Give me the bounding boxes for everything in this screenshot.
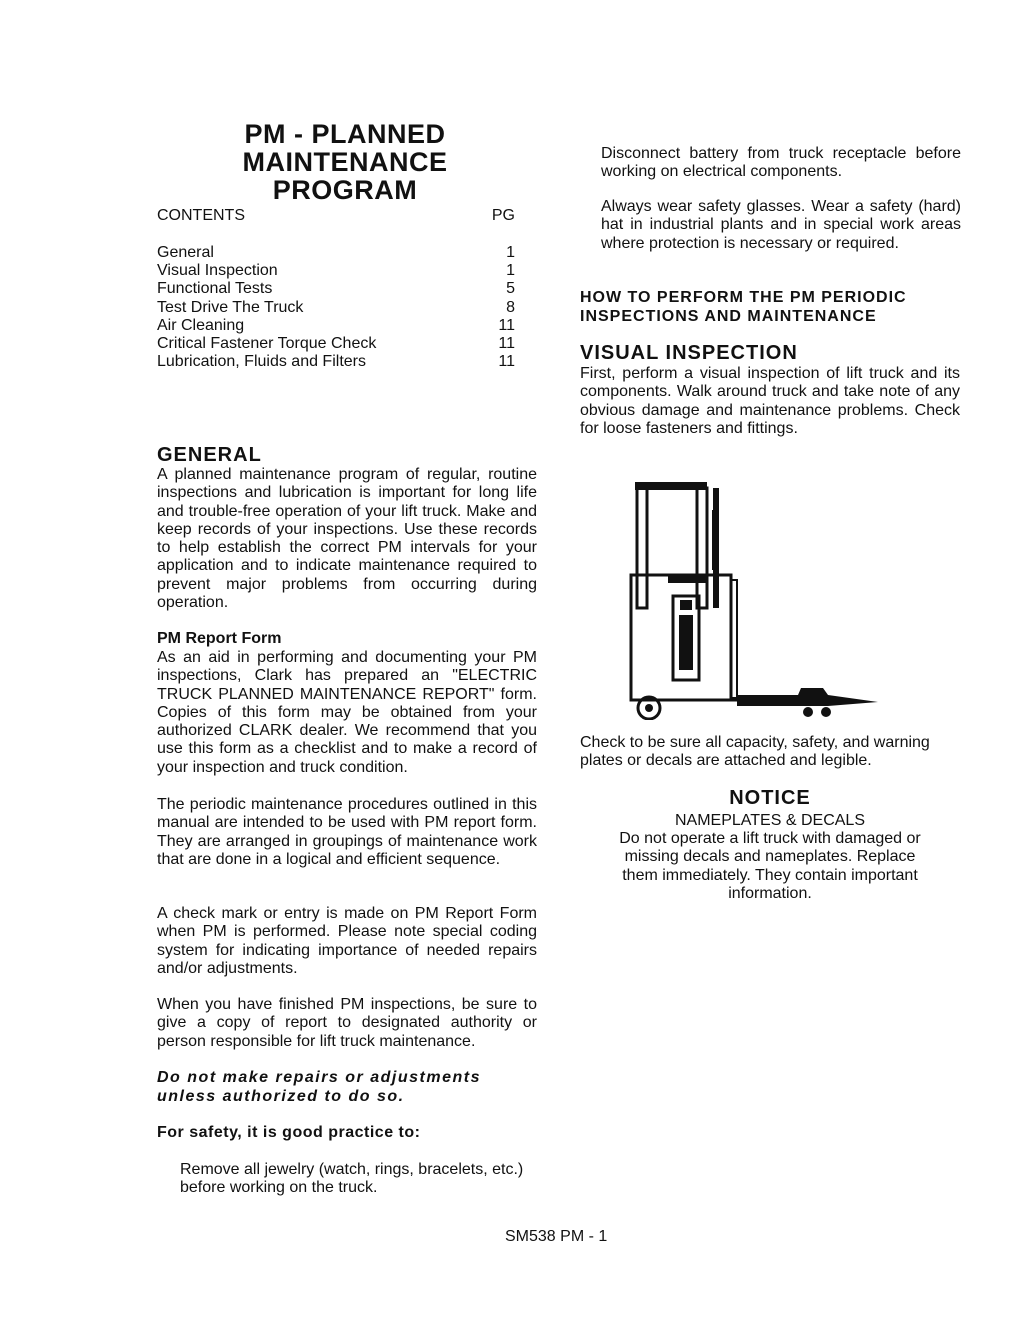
contents-item-label: General (157, 244, 214, 261)
contents-item-page: 1 (506, 262, 515, 280)
periodic-paragraph: The periodic maintenance procedures outlined in this manual are intended to be used with PM report form. They are arranged in groupings of maintenance work that are done in a logical and efficient sequence. (157, 796, 537, 868)
contents-item (157, 262, 542, 280)
contents-header (157, 207, 537, 225)
general-paragraph: A planned maintenance program of regular, routine inspections and lubrication is important for long life and trouble-free operation of your lift truck. Make and keep records of your inspections. Use these records to help establish the correct PM intervals for your application and to indicate maintenance required to prevent major problems from occurring during operation. (157, 466, 537, 612)
page-footer: SM538 PM - 1 (505, 1228, 608, 1245)
contents-list (157, 244, 542, 371)
contents-item-label: Functional Tests (157, 280, 273, 298)
contents-item (157, 280, 542, 298)
contents-item (157, 299, 542, 317)
page-title-line2: PROGRAM (272, 175, 418, 205)
battery-paragraph: Disconnect battery from truck receptacle before working on electrical components. (601, 145, 961, 181)
safety-glasses-paragraph: Always wear safety glasses. Wear a safety (hard) hat in industrial plants and in special work areas where protection is necessary or required. (601, 198, 961, 252)
general-heading: GENERAL (157, 444, 262, 466)
contents-item-label: Lubrication, Fluids and Filters (157, 353, 366, 371)
checkmark-paragraph: A check mark or entry is made on PM Report Form when PM is performed. Please note special coding system for indicating importance of needed repairs and/or adjustments. (157, 905, 537, 977)
contents-item-label: Test Drive The Truck (157, 298, 304, 316)
authorization-warning: Do not make repairs or adjustments unless authorized to do so. (157, 1069, 481, 1105)
notice-text: Do not operate a lift truck with damaged or missing decals and nameplates. Replace them immediately. They contain important information. (619, 830, 921, 902)
contents-item (157, 317, 542, 335)
contents-item-page: 8 (506, 298, 515, 316)
contents-item (157, 335, 542, 353)
contents-item-page: 11 (498, 353, 515, 371)
contents-item-label: Critical Fastener Torque Check (157, 334, 377, 352)
howto-heading: HOW TO PERFORM THE PM PERIODIC INSPECTIONS AND MAINTENANCE (580, 289, 907, 325)
finished-paragraph: When you have finished PM inspections, be sure to give a copy of report to designated authority or person responsible for lift truck maintenance. (157, 996, 537, 1050)
contents-item-label: Visual Inspection (157, 262, 278, 280)
contents-item-page: 11 (498, 316, 515, 334)
pm-report-paragraph: As an aid in performing and documenting your PM inspections, Clark has prepared an "ELECTRIC TRUCK PLANNED MAINTENANCE REPORT" form. Copies of this form may be obtained from your authorized CLARK dealer. We recommend that you use this form as a checklist and to make a record of your inspection and truck condition. (157, 649, 537, 776)
safety-item: Remove all jewelry (watch, rings, bracelets, etc.) before working on the truck. (180, 1161, 524, 1197)
pm-report-heading: PM Report Form (157, 630, 282, 647)
safety-heading: For safety, it is good practice to: (157, 1124, 421, 1141)
visual-inspection-heading: VISUAL INSPECTION (580, 342, 798, 364)
notice-box (580, 787, 960, 903)
notice-subheading: NAMEPLATES & DECALS (675, 812, 865, 829)
notice-heading: NOTICE (729, 787, 811, 809)
contents-heading: CONTENTS (157, 207, 245, 224)
lift-truck-illustration (613, 480, 893, 720)
plates-decals-paragraph: Check to be sure all capacity, safety, and warning plates or decals are attached and legible. (580, 734, 930, 770)
contents-item-page: 11 (498, 334, 515, 352)
page-title-line1: PM - PLANNED MAINTENANCE (242, 119, 448, 177)
contents-item-page: 5 (506, 280, 515, 298)
page-title (150, 120, 540, 204)
contents-item-page: 1 (506, 244, 515, 261)
contents-item (157, 353, 542, 371)
contents-pg-heading: PG (491, 207, 515, 224)
contents-item (157, 244, 542, 262)
contents-item-label: Air Cleaning (157, 316, 245, 334)
visual-inspection-paragraph: First, perform a visual inspection of lift truck and its components. Walk around truck and take note of any obvious damage and maintenance problems. Check for loose fasteners and fittings. (580, 365, 960, 437)
